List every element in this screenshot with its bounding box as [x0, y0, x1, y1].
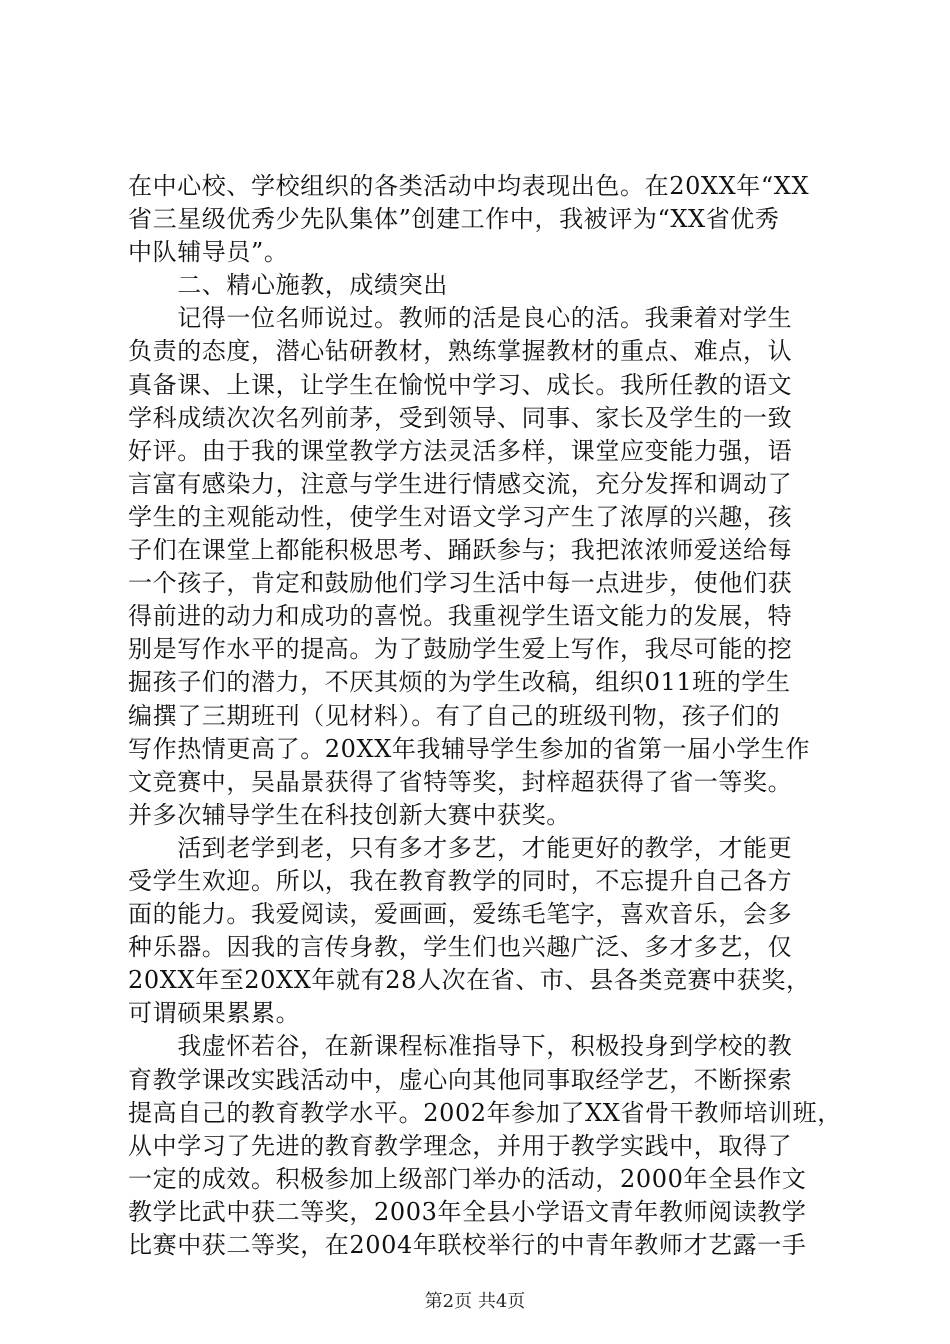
text-line: 别是写作水平的提高。为了鼓励学生爱上写作，我尽可能的挖: [128, 635, 793, 664]
text-line: 我虚怀若谷，在新课程标准指导下，积极投身到学校的教: [128, 1032, 793, 1061]
text-line: 掘孩子们的潜力，不厌其烦的为学生改稿，组织011班的学生: [128, 668, 791, 697]
text-line: 比赛中获二等奖，在2004年联校举行的中青年教师才艺露一手: [128, 1231, 807, 1259]
text-line: 负责的态度，潜心钻研教材，熟练掌握教材的重点、难点，认: [128, 337, 793, 366]
text-line: 育教学课改实践活动中，虚心向其他同事取经学艺，不断探索: [128, 1065, 793, 1094]
text-line: 好评。由于我的课堂教学方法灵活多样，课堂应变能力强，语: [128, 436, 793, 465]
text-line: 言富有感染力，注意与学生进行情感交流，充分发挥和调动了: [128, 469, 793, 498]
text-line: 记得一位名师说过。教师的活是良心的活。我秉着对学生: [128, 304, 793, 333]
page-footer: 第2页 共4页: [424, 1291, 526, 1312]
text-line: 写作热情更高了。20XX年我辅导学生参加的省第一届小学生作: [128, 734, 811, 763]
text-line: 中队辅导员”。: [128, 238, 289, 267]
section-heading: 二、精心施教，成绩突出: [128, 271, 448, 300]
text-line: 面的能力。我爱阅读，爱画画，爱练毛笔字，喜欢音乐，会多: [128, 900, 793, 929]
text-line: 真备课、上课，让学生在愉悦中学习、成长。我所任教的语文: [128, 370, 793, 399]
text-line: 种乐器。因我的言传身教，学生们也兴趣广泛、多才多艺，仅: [128, 933, 793, 962]
text-line: 学科成绩次次名列前茅，受到领导、同事、家长及学生的一致: [128, 403, 793, 432]
text-line: 活到老学到老，只有多才多艺，才能更好的教学，才能更: [128, 833, 793, 862]
text-line: 文竞赛中，吴晶景获得了省特等奖，封梓超获得了省一等奖。: [128, 767, 793, 796]
text-line: 子们在课堂上都能积极思考、踊跃参与；我把浓浓师爱送给每: [128, 536, 793, 565]
text-line: 并多次辅导学生在科技创新大赛中获奖。: [128, 800, 571, 829]
text-line: 一定的成效。积极参加上级部门举办的活动，2000年全县作文: [128, 1164, 807, 1193]
text-line: 一个孩子，肯定和鼓励他们学习生活中每一点进步，使他们获: [128, 569, 793, 598]
text-line: 学生的主观能动性，使学生对语文学习产生了浓厚的兴趣，孩: [128, 502, 793, 531]
text-line: 在中心校、学校组织的各类活动中均表现出色。在20XX年“XX: [128, 172, 810, 200]
text-line: 受学生欢迎。所以，我在教育教学的同时，不忘提升自己各方: [128, 866, 793, 895]
text-line: 从中学习了先进的教育教学理念，并用于教学实践中，取得了: [128, 1131, 793, 1160]
document-body: [128, 170, 842, 1262]
text-line: 教学比武中获二等奖，2003年全县小学语文青年教师阅读教学: [128, 1197, 807, 1226]
text-line: 得前进的动力和成功的喜悦。我重视学生语文能力的发展，特: [128, 602, 793, 631]
text-line: 可谓硕果累累。: [128, 999, 301, 1028]
text-line: 提高自己的教育教学水平。2002年参加了XX省骨干教师培训班，: [128, 1098, 842, 1127]
text-line: 编撰了三期班刊（见材料）。有了自己的班级刊物，孩子们的: [128, 701, 781, 730]
text-line: 省三星级优秀少先队集体”创建工作中，我被评为“XX省优秀: [128, 205, 780, 234]
text-line: 20XX年至20XX年就有28人次在省、市、县各类竞赛中获奖，: [128, 966, 811, 995]
